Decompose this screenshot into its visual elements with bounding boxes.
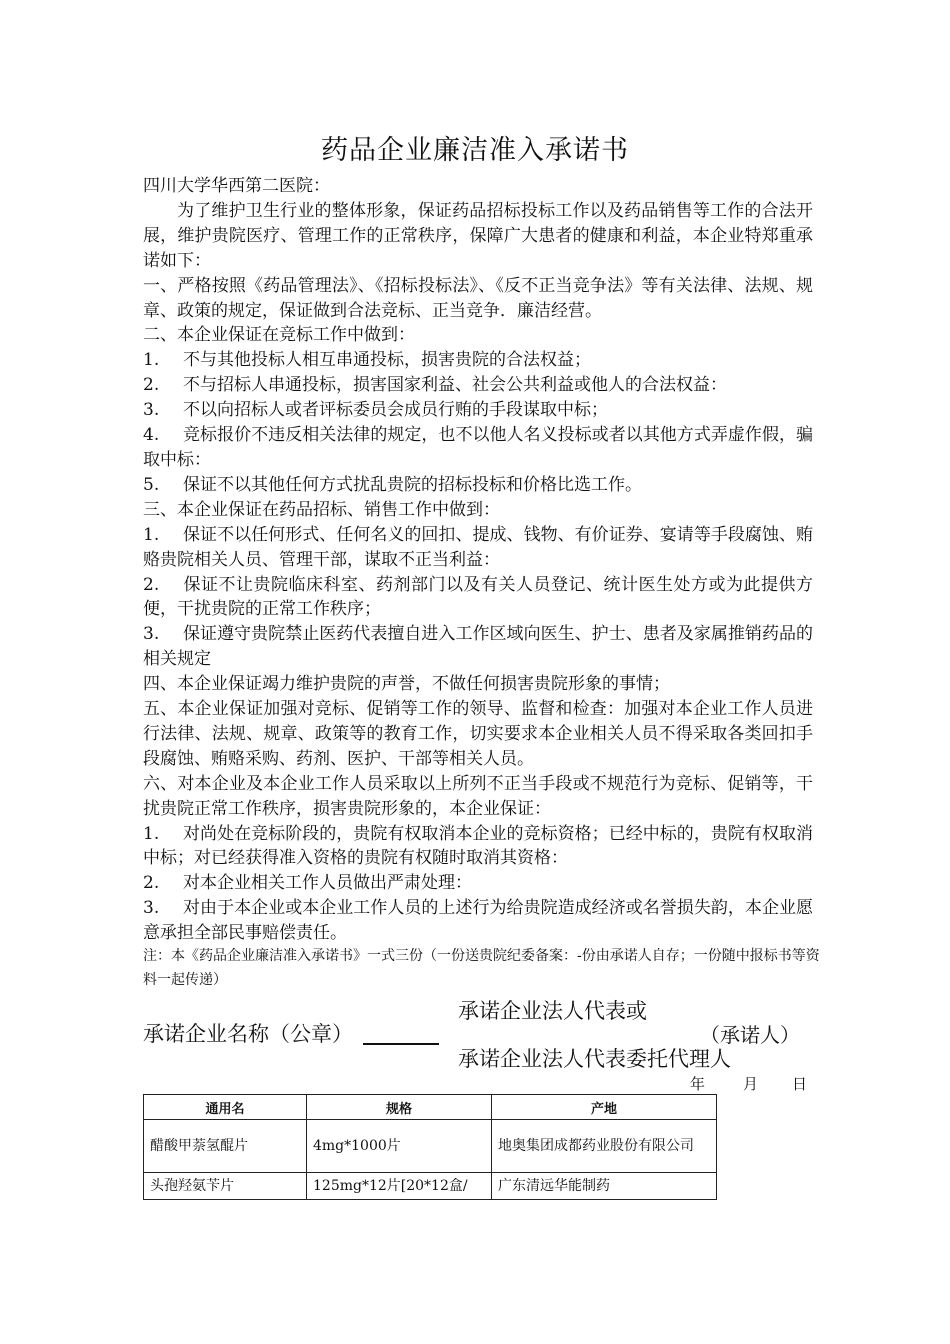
item-text: 保证不让贵院临床科室、药剂部门以及有关人员登记、统计医生处方或为此提供方便，干扰贵院的正常工作秩序；	[143, 574, 813, 620]
table-header-row	[144, 1095, 717, 1120]
list-item	[143, 822, 813, 872]
product-table	[143, 1094, 717, 1200]
section-1: 一、严格按照《药品管理法》、《招标投标法》、《反不正当竞争法》等有关法律、法规、规章、政策的规定，保证做到合法竞标、正当竞争．廉洁经营。	[143, 275, 813, 321]
table-cell: 头孢羟氨苄片	[144, 1173, 307, 1200]
table-row	[144, 1120, 717, 1173]
list-item	[143, 373, 813, 398]
column-header: 规格	[307, 1095, 492, 1120]
section-5: 五、本企业保证加强对竞标、促销等工作的领导、监督和检查：加强对本企业工作人员进行法律、法规、规章、政策等的教育工作，切实要求本企业相关人员不得采取各类回扣手段腐蚀、贿赂采购、药剂、医护、干部等相关人员。	[143, 699, 813, 769]
list-item	[143, 871, 813, 896]
recipient: 四川大学华西第二医院：	[143, 176, 330, 196]
item-number: 5.	[143, 474, 160, 495]
item-text: 不以向招标人或者评标委员会成员行贿的手段谋取中标；	[183, 400, 608, 421]
section-6-heading: 六、对本企业及本企业工作人员采取以上所列不正当手段或不规范行为竞标、促销等，干扰贵院正常工作秩序，损害贵院形象的，本企业保证：	[143, 773, 813, 819]
item-text: 对本企业相关工作人员做出严肃处理：	[183, 873, 472, 894]
list-item	[143, 398, 813, 423]
item-text: 竞标报价不违反相关法律的规定，也不以他人名义投标或者以其他方式弄虚作假，骗取中标：	[143, 425, 813, 470]
item-number: 1.	[143, 350, 160, 371]
section-2-heading: 二、本企业保证在竞标工作中做到：	[143, 325, 415, 346]
item-text: 保证不以其他任何方式扰乱贵院的招标投标和价格比选工作。	[183, 474, 642, 495]
document-body	[143, 174, 813, 946]
promisor-label: （承诺人）	[700, 1023, 800, 1047]
item-text: 保证遵守贵院禁止医药代表擅自进入工作区域向医生、护士、患者及家属推销药品的相关规定	[143, 624, 813, 670]
item-number: 4.	[143, 425, 160, 446]
table-cell: 广东清远华能制药	[492, 1173, 717, 1200]
item-number: 2.	[143, 574, 160, 595]
item-number: 3.	[143, 898, 160, 919]
column-header: 通用名	[144, 1095, 307, 1120]
month-label: 月	[743, 1075, 759, 1093]
item-text: 不与其他投标人相互串通投标，损害贵院的合法权益；	[183, 350, 591, 371]
footnote: 注：本《药品企业廉洁准入承诺书》一式三份（一份送贵院纪委备案：-份由承诺人自存；一份随中报标书等资料一起传递）	[143, 948, 820, 988]
section-3-heading: 三、本企业保证在药品招标、销售工作中做到：	[143, 499, 500, 520]
list-item	[143, 473, 813, 498]
item-text: 保证不以任何形式、任何名义的回扣、提成、钱物、有价证券、宴请等手段腐蚀、贿赂贵院相关人员、管理干部，谋取不正当利益：	[143, 524, 813, 570]
list-item	[143, 896, 813, 946]
column-header: 产地	[492, 1095, 717, 1120]
item-text: 不与招标人串通投标，损害国家利益、社会公共利益或他人的合法权益：	[183, 375, 727, 396]
day-label: 日	[792, 1075, 808, 1093]
item-text: 对尚处在竞标阶段的，贵院有权取消本企业的竞标资格；已经中标的，贵院有权取消中标；对已经获得准入资格的贵院有权随时取消其资格：	[143, 823, 813, 869]
table-cell: 125mg*12片[20*12盒/	[307, 1173, 492, 1200]
list-item	[143, 423, 813, 473]
table-cell: 地奥集团成都药业股份有限公司	[492, 1120, 717, 1173]
list-item	[143, 573, 813, 623]
year-label: 年	[690, 1075, 706, 1093]
table-cell: 醋酸甲萘氢醌片	[144, 1120, 307, 1173]
date-line	[690, 1073, 807, 1094]
representative-label-2: 承诺企业法人代表委托代理人	[458, 1047, 731, 1071]
signature-line	[363, 1043, 439, 1045]
table-row	[144, 1173, 717, 1200]
item-number: 2.	[143, 375, 160, 396]
list-item	[143, 348, 813, 373]
item-number: 2.	[143, 873, 160, 894]
intro-paragraph: 为了维护卫生行业的整体形象，保证药品招标投标工作以及药品销售等工作的合法开展，维护贵院医疗、管理工作的正常秩序，保障广大患者的健康和利益，本企业特郑重承诺如下：	[143, 200, 813, 271]
representative-label-1: 承诺企业法人代表或	[458, 999, 647, 1023]
document-title: 药品企业廉洁准入承诺书	[321, 135, 629, 166]
item-number: 3.	[143, 624, 160, 645]
item-number: 1.	[143, 823, 160, 844]
item-number: 3.	[143, 400, 160, 421]
item-text: 对由于本企业或本企业工作人员的上述行为给贵院造成经济或名誉损失韵，本企业愿意承担全部民事赔偿责任。	[143, 898, 813, 944]
company-signature	[143, 1018, 439, 1048]
list-item	[143, 523, 813, 573]
company-label: 承诺企业名称（公章）	[143, 1022, 353, 1046]
table-cell: 4mg*1000片	[307, 1120, 492, 1173]
section-4: 四、本企业保证竭力维护贵院的声誉，不做任何损害贵院形象的事情；	[143, 674, 670, 695]
list-item	[143, 622, 813, 672]
item-number: 1.	[143, 524, 160, 545]
